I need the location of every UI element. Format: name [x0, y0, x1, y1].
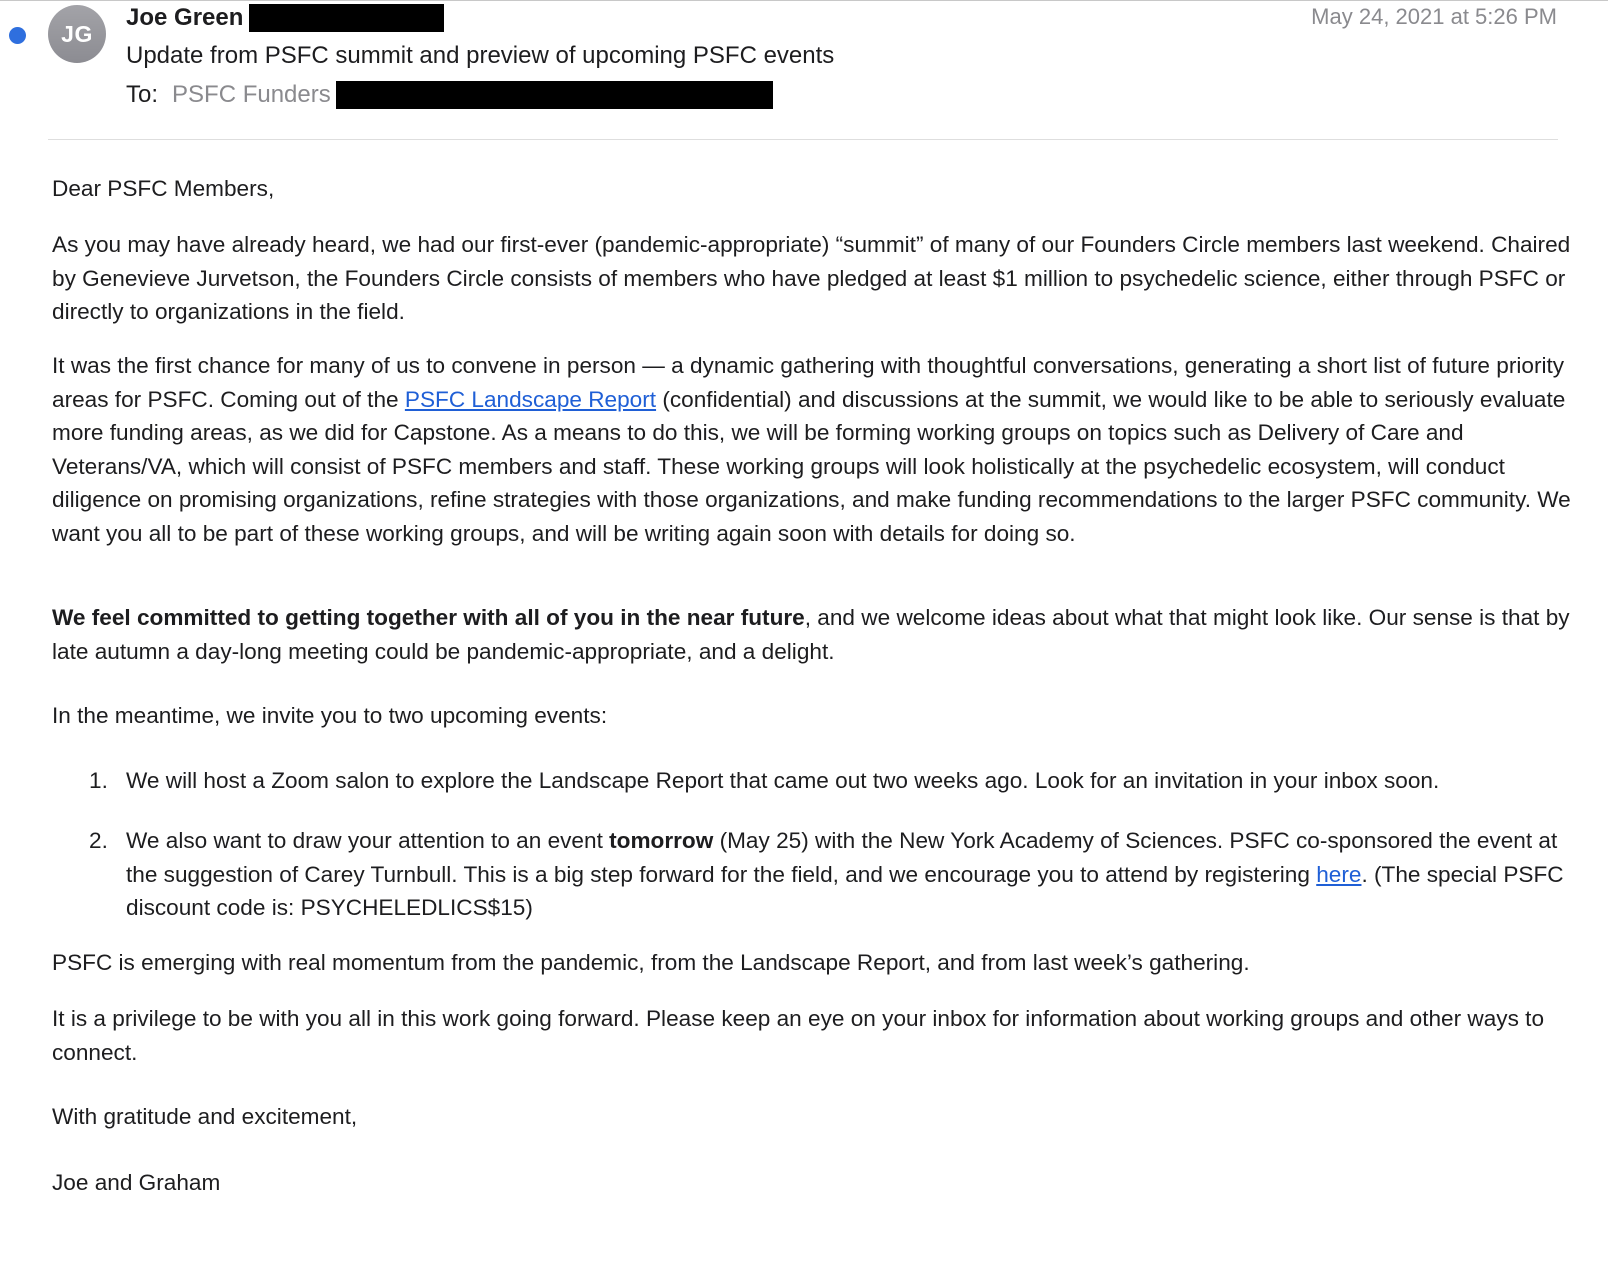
sender-avatar	[48, 5, 106, 63]
redacted-recipient-email	[336, 81, 773, 109]
paragraph-summit: As you may have already heard, we had our first-ever (pandemic-appropriate) “summit” of many of our Founders Circle members last weekend. Chaired by Genevieve Jurvetson, the Founders Circle consists of members who have pledged at least $1 million to psychedelic science, either through PSFC or directly to organizations in the field.	[52, 232, 1571, 324]
header-divider	[48, 139, 1558, 140]
email-subject: Update from PSFC summit and preview of upcoming PSFC events	[126, 42, 835, 69]
gathering-emphasis: We feel committed to getting together with all of you in the near future	[52, 605, 805, 630]
register-here-link[interactable]: here	[1316, 861, 1362, 887]
sender-row	[126, 3, 444, 33]
recipient-name[interactable]: PSFC Funders	[172, 81, 331, 108]
list-item-text	[126, 824, 1572, 925]
event-text-1: We also want to draw your attention to an event	[126, 828, 610, 853]
event-text-2: (May 25) with the New York Academy of Sciences. PSFC co-sponsored the event at the suggestion of Carey Turnbull. This is a big step forward for the field, and we encourage you to attend by registering	[126, 828, 1558, 887]
recipient-row	[126, 80, 773, 110]
landscape-report-link[interactable]: PSFC Landscape Report	[404, 386, 657, 412]
sender-name[interactable]: Joe Green	[126, 4, 244, 31]
list-number: 1.	[89, 768, 108, 793]
gathering-text: , and we welcome ideas about what that might look like. Our sense is that by late autumn a day-long meeting could be pandemic-appropriate, and a delight.	[52, 605, 1570, 664]
closing: With gratitude and excitement,	[52, 1104, 358, 1129]
paragraph-working-groups-text-1: It was the first chance for many of us to convene in person — a dynamic gathering with thoughtful conversations, generating a short list of future priority areas for PSFC. Coming out of the	[52, 353, 1565, 412]
to-label: To:	[126, 81, 159, 108]
paragraph-privilege: It is a privilege to be with you all in this work going forward. Please keep an eye on your inbox for information about working groups and other ways to connect.	[52, 1006, 1545, 1065]
event-text-3: . (The special PSFC discount code is: PSYCHELEDLICS$15)	[126, 861, 1564, 920]
paragraph-working-groups-text-2: (confidential) and discussions at the summit, we would like to be able to seriously evaluate more funding areas, as we did for Capstone. As a means to do this, we will be forming working groups on topics such as Delivery of Care and Veterans/VA, which will consist of PSFC members and staff. These working groups will look holistically at the psychedelic ecosystem, will conduct diligence on promising organizations, refine strategies with those organizations, and make funding recommendations to the larger PSFC community. We want you all to be part of these working groups, and will be writing again soon with details for doing so.	[52, 386, 1571, 546]
redacted-sender-email	[249, 4, 444, 32]
paragraph-events-intro: In the meantime, we invite you to two upcoming events:	[52, 703, 608, 728]
email-date: May 24, 2021 at 5:26 PM	[1311, 4, 1557, 29]
list-item-text: We will host a Zoom salon to explore the Landscape Report that came out two weeks ago. Look for an invitation in your inbox soon.	[126, 768, 1440, 793]
paragraph-working-groups	[52, 349, 1572, 550]
top-border	[0, 0, 1608, 1]
avatar-initials: JG	[61, 20, 93, 47]
signature: Joe and Graham	[52, 1170, 221, 1195]
paragraph-gathering	[52, 601, 1572, 668]
event-emphasis: tomorrow	[609, 828, 714, 853]
greeting: Dear PSFC Members,	[52, 176, 275, 201]
paragraph-momentum: PSFC is emerging with real momentum from the pandemic, from the Landscape Report, and from last week’s gathering.	[52, 950, 1250, 975]
unread-indicator-icon	[9, 27, 26, 44]
list-number: 2.	[89, 828, 108, 853]
